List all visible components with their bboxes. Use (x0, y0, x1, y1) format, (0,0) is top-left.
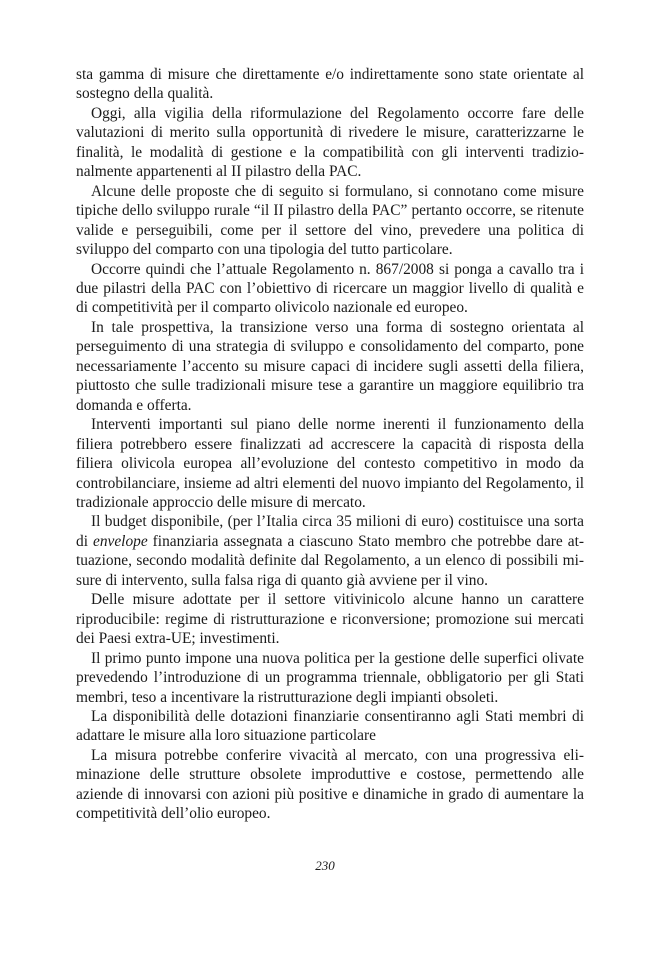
emphasis-term: envelope (92, 532, 148, 550)
paragraph: Delle misure adottate per il settore vitivinicolo alcune hanno un carattere riproducibile: regime di ristrutturazione e riconversione; promozione sui mercati dei Paesi extra-UE; investimenti. (76, 591, 584, 648)
paragraph: Alcune delle proposte che di seguito si formulano, si connotano come misure tipiche dello sviluppo rurale “il II pilastro della PAC” pertanto occorre, se ritenute valide e perseguibili, come per il settore del vino, prevedere una politica di sviluppo del comparto con una tipologia del tutto particolare. (76, 182, 584, 259)
paragraph: La disponibilità delle dotazioni finanziarie consentiranno agli Stati membri di adattare le misure alla loro situazione particolare (76, 707, 584, 745)
paragraph: In tale prospettiva, la transizione verso una forma di sostegno orientata al perseguimento di una strategia di sviluppo e consolidamento del comparto, pone necessariamente l’accento su misure capaci di incidere sugli assetti della filiera, piuttosto che sulle tradizionali misure tese a garantire un maggiore equilibrio tra domanda e offerta. (76, 318, 584, 414)
paragraph: La misura potrebbe conferire vivacità al mercato, con una progressiva eliminazione delle strutture obsolete improduttive e costose, permettendo alle aziende di innovarsi con azioni più positive e dinamiche in grado di aumentare la competitività dell’olio europeo. (76, 746, 584, 823)
paragraph: Occorre quindi che l’attuale Regolamento n. 867/2008 si ponga a cavallo tra i due pilastri della PAC con l’obiettivo di ricercare un maggior livello di qualità e di competitività per il comparto olivicolo nazionale ed europeo. (76, 260, 584, 317)
paragraph: Oggi, alla vigilia della riformulazione del Regolamento occorre fare delle valutazioni di merito sulla opportunità di rivedere le misure, caratterizzarne le finalità, le modalità di gestione e la compatibilità con gli interventi tradizionalmente appartenenti al II pilastro della PAC. (76, 104, 584, 181)
paragraph: sta gamma di misure che direttamente e/o indirettamente sono state orientate al sostegno della qualità. (76, 66, 584, 103)
paragraph-text: Il budget disponibile, (per l’Italia circa 35 milioni di euro) costituisce una sorta di (76, 513, 584, 550)
body-text (76, 65, 584, 824)
paragraph-text: finanziaria assegnata a ciascuno Stato membro che potrebbe dare attuazione, secondo modalità definite dal Regolamento, a un elenco di possibili misure di intervento, sulla falsa riga di quanto già avviene per il vino. (76, 532, 584, 589)
paragraph: Interventi importanti sul piano delle norme inerenti il funzionamento della filiera potrebbero essere finalizzati ad accrescere la capacità di risposta della filiera olivicola europea all’evoluzione del contesto competitivo in modo da controbilanciare, insieme ad altri elementi del nuovo impianto del Regolamento, il tradizionale approccio delle misure di mercato. (76, 416, 584, 511)
page-number: 230 (315, 858, 335, 873)
paragraph: Il primo punto impone una nuova politica per la gestione delle superfici olivate prevedendo l’introduzione di un programma triennale, obbligatorio per gli Stati membri, teso a incentivare la ristrutturazione degli impianti obsoleti. (76, 649, 584, 706)
paragraph-budget (76, 512, 584, 590)
